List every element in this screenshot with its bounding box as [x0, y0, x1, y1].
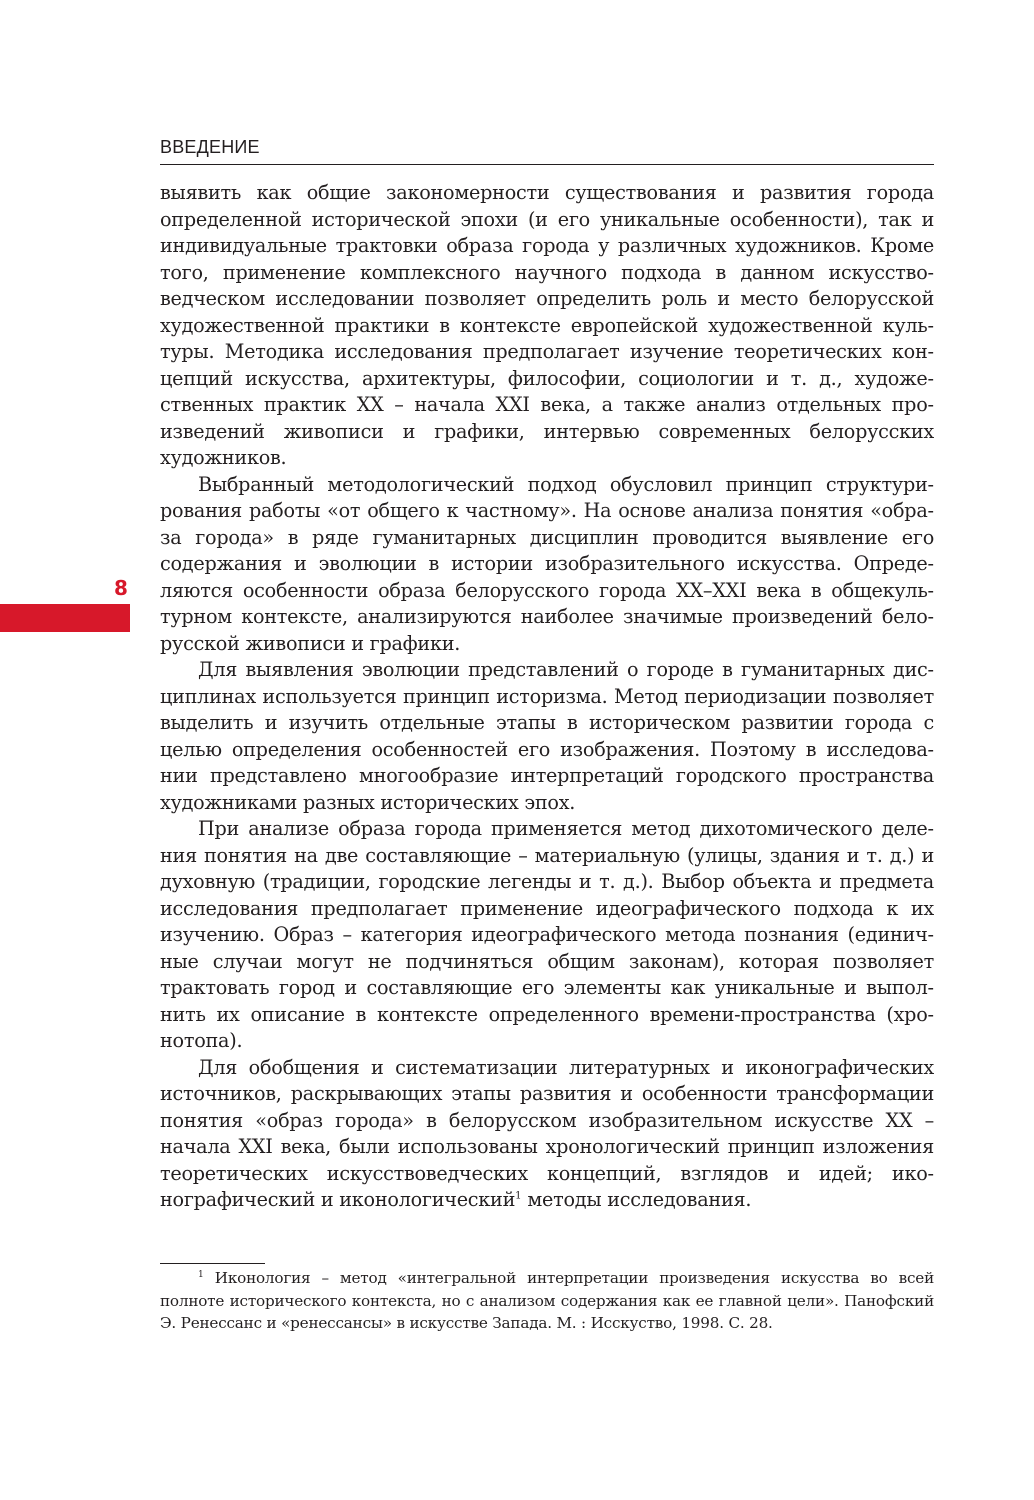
footnote — [160, 1267, 934, 1335]
footnote-text: Иконология – метод «интегральной интерпретации произведения искусства во всей полноте исторического контекста, но с анализом содержания как ее главной цели». Панофский Э. Ренессанс и «ренессансы» в искусстве Запада. М. : Исскуство, 1998. С. 28. — [160, 1269, 934, 1332]
paragraph-1: выявить как общие закономерности существования и развития города определенной исторической эпохи (и его уникальные особенности), так и индивидуальные трактовки образа города у различных художников. Кроме того, применение комплексного научного подхода в данном искусствоведческом исследовании позволяет определить роль и место белорусской художественной практики в контексте европейской художественной культуры. Методика исследования предполагает изучение теоретических концепций искусства, архитектуры, философии, социологии и т. д., художественных практик XX – начала XXI века, а также анализ отдельных произведений живописи и графики, интервью современных белорусских художников. — [160, 181, 934, 469]
body-text — [160, 180, 934, 1214]
footnote-reference: 1 — [515, 1190, 522, 1202]
footnote-marker: 1 — [198, 1269, 204, 1280]
footnote-rule — [160, 1263, 265, 1264]
header-rule — [160, 164, 934, 165]
footnote-paragraph — [160, 1267, 934, 1335]
paragraph-5-tail: методы исследования. — [521, 1188, 752, 1211]
paragraph-5 — [160, 1055, 934, 1214]
page-number: 8 — [114, 576, 128, 600]
running-head: ВВЕДЕНИЕ — [160, 137, 260, 157]
paragraph-5-text: Для обобщения и систематизации литературных и иконографических источников, раскрывающих этапы развития и особенности трансформации понятия «образ города» в белорусском изобразительном искусстве XX – начала XXI века, были использованы хронологический принцип изложения теоретических искусствоведческих концепций, взглядов и идей; иконографический и иконологический — [160, 1055, 934, 1211]
paragraph-3: Для выявления эволюции представлений о городе в гуманитарных дисциплинах используется принцип историзма. Метод периодизации позволяет выделить и изучить отдельные этапы в историческом развитии города с целью определения особенностей его изображения. Поэтому в исследовании представлено многообразие интерпретаций городского пространства художниками разных исторических эпох. — [160, 658, 934, 814]
paragraph-2: Выбранный методологический подход обусловил принцип структурирования работы «от общего к частному». На основе анализа понятия «образа города» в ряде гуманитарных дисциплин проводится выявление его содержания и эволюции в истории изобразительного искусства. Определяются особенности образа белорусского города XX–XXI века в общекультурном контексте, анализируются наиболее значимые произведений белорусской живописи и графики. — [160, 472, 934, 655]
paragraph-4: При анализе образа города применяется метод дихотомического деления понятия на две составляющие – материальную (улицы, здания и т. д.) и духовную (традиции, городские легенды и т. д.). Выбор объекта и предмета исследования предполагает применение идеографического подхода к их изучению. Образ – категория идеографического метода познания (единичные случаи могут не подчиняться общим законам), которая позволяет трактовать город и составляющие его элементы как уникальные и выполнить их описание в контексте определенного времени-пространства (хронотопа). — [160, 817, 934, 1052]
page-tab-marker — [0, 604, 130, 632]
